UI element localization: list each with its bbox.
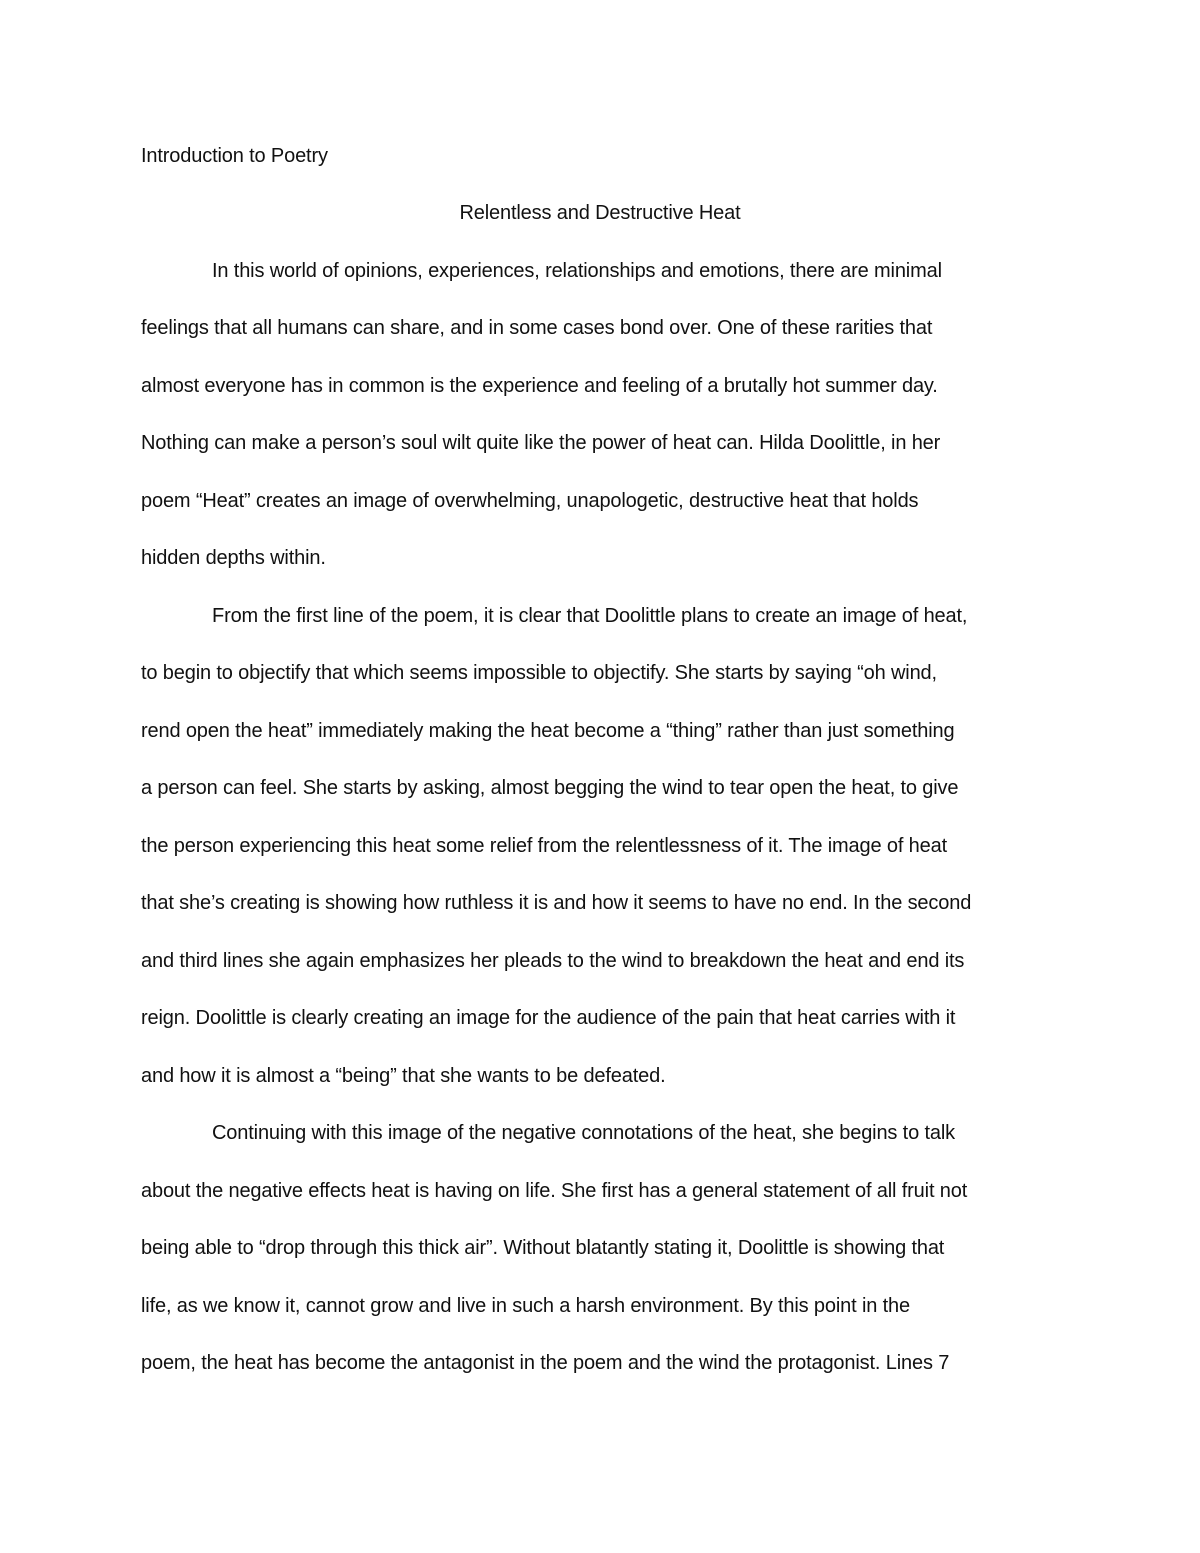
paragraph-2-line-6: that she’s creating is showing how ruthless it is and how it seems to have no end. In the second xyxy=(141,892,972,914)
paragraph-2-line-2: to begin to objectify that which seems impossible to objectify. She starts by saying “oh wind, xyxy=(141,662,937,684)
essay-title: Relentless and Destructive Heat xyxy=(459,202,741,224)
paragraph-2-line-7: and third lines she again emphasizes her pleads to the wind to breakdown the heat and end its xyxy=(141,950,965,972)
paragraph-2-line-3: rend open the heat” immediately making the heat become a “thing” rather than just something xyxy=(141,720,955,742)
paragraph-1-line-2: feelings that all humans can share, and in some cases bond over. One of these rarities that xyxy=(141,317,933,339)
paragraph-1-line-4: Nothing can make a person’s soul wilt quite like the power of heat can. Hilda Doolittle, in her xyxy=(141,432,941,454)
paragraph-2-line-8: reign. Doolittle is clearly creating an image for the audience of the pain that heat carries with it xyxy=(141,1007,956,1029)
course-name: Introduction to Poetry xyxy=(141,145,328,167)
paragraph-1-line-6: hidden depths within. xyxy=(141,547,326,569)
paragraph-3-line-3: being able to “drop through this thick air”. Without blatantly stating it, Doolittle is showing that xyxy=(141,1237,945,1259)
paragraph-3-line-4: life, as we know it, cannot grow and live in such a harsh environment. By this point in the xyxy=(141,1295,910,1317)
paragraph-1-line-1: In this world of opinions, experiences, relationships and emotions, there are minimal xyxy=(212,260,942,282)
paragraph-3-line-2: about the negative effects heat is having on life. She first has a general statement of all fruit not xyxy=(141,1180,968,1202)
paragraph-2-line-9: and how it is almost a “being” that she wants to be defeated. xyxy=(141,1065,666,1087)
paragraph-3-line-5: poem, the heat has become the antagonist in the poem and the wind the protagonist. Lines 7 xyxy=(141,1352,950,1374)
paragraph-1-line-5: poem “Heat” creates an image of overwhelming, unapologetic, destructive heat that holds xyxy=(141,490,919,512)
paragraph-3-line-1: Continuing with this image of the negative connotations of the heat, she begins to talk xyxy=(212,1122,955,1144)
paragraph-2-line-1: From the first line of the poem, it is clear that Doolittle plans to create an image of heat, xyxy=(212,605,968,627)
paragraph-2-line-4: a person can feel. She starts by asking, almost begging the wind to tear open the heat, to give xyxy=(141,777,959,799)
paragraph-1-line-3: almost everyone has in common is the experience and feeling of a brutally hot summer day. xyxy=(141,375,938,397)
paragraph-2-line-5: the person experiencing this heat some relief from the relentlessness of it. The image of heat xyxy=(141,835,947,857)
